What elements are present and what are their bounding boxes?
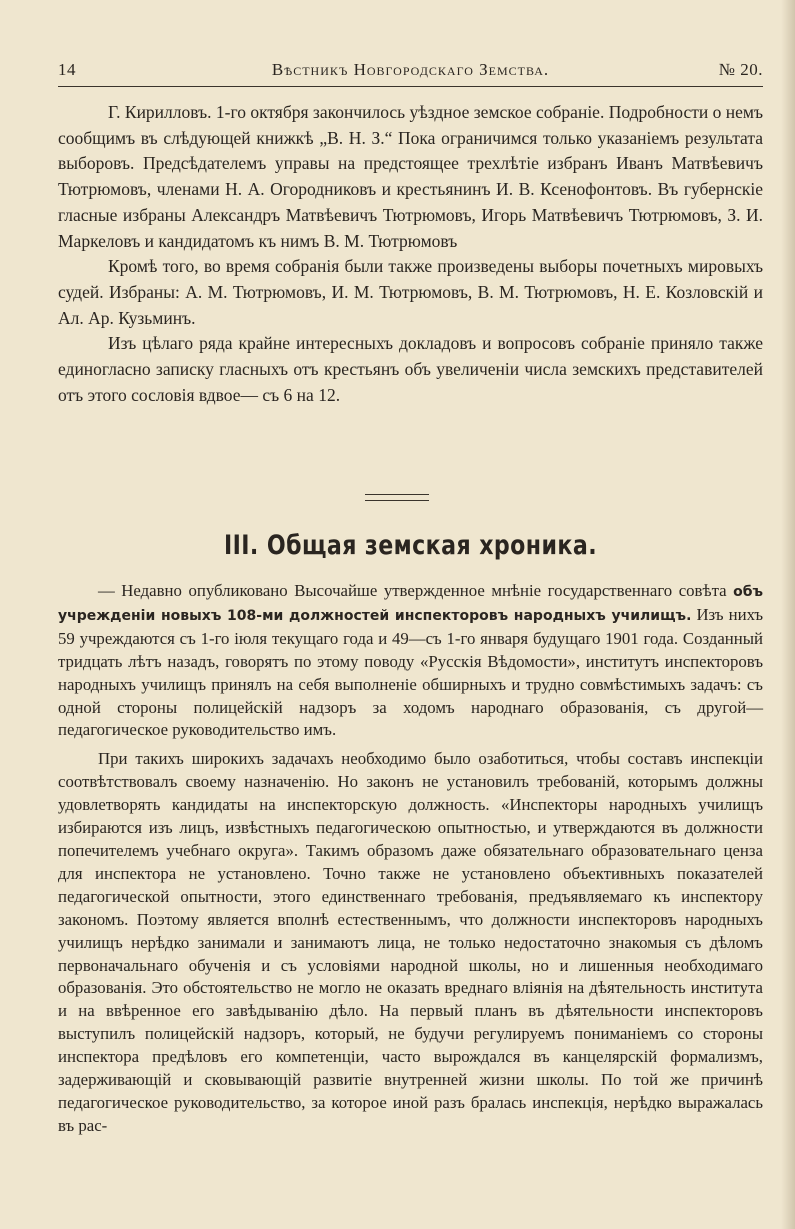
page-edge-shadow bbox=[781, 0, 795, 1229]
top-article bbox=[58, 100, 763, 408]
running-header bbox=[58, 60, 763, 84]
chronicle-paragraph-1 bbox=[58, 580, 763, 742]
header-rule bbox=[58, 86, 763, 87]
page-number: 14 bbox=[58, 60, 76, 79]
chronicle-p1-end: Изъ нихъ 59 учреждаются съ 1-го іюля текущаго года и 49—съ 1-го января будущаго 1901 года. Созданный тридцать лѣтъ назадъ, говорятъ по этому поводу «Русскія Вѣдомости», институтъ инспекторовъ народныхъ училищъ принялъ на себя выполненіе обширныхъ и трудно совмѣстимыхъ задачъ: съ одной стороны полицейскій надзоръ за ходомъ народнаго образованія, съ другой—педагогическое руководительство имъ. bbox=[58, 604, 764, 740]
chronicle-p1-start: — Недавно опубликовано Высочайше утвержденное мнѣніе государственнаго совѣта bbox=[98, 581, 734, 600]
chronicle-paragraph-2: При такихъ широкихъ задачахъ необходимо было озаботиться, чтобы составъ инспекціи соотвѣтствовалъ своему назначенію. Но законъ не установилъ требованій, которымъ должны удовлетворять кандидаты на инспекторскую должность. «Инспекторы народныхъ училищъ избираются изъ лицъ, извѣстныхъ педагогическою опытностью, и утверждаются въ должности попечителемъ учебнаго округа». Такимъ образомъ даже обязательнаго образовательнаго ценза для инспектора не установлено. Точно также не установлено объективныхъ показателей педагогической опытности, этого единственнаго требованія, предъявляемаго къ инспектору закономъ. Поэтому является вполнѣ естественнымъ, что должности инспекторовъ народныхъ училищъ нерѣдко занимали и занимаютъ лица, не только недостаточно знакомыя съ дѣломъ первоначальнаго обученія и съ условіями народной школы, но и лишенныя необходимаго образованія. Это обстоятельство не могло не оказать вреднаго вліянія на дѣятельность института и на ввѣренное его завѣдыванію дѣло. На первый планъ въ дѣятельности инспекторовъ выступилъ полицейскій надзоръ, который, не будучи регулируемъ пониманіемъ со стороны инспектора предѣловъ его компетенціи, часто вырождался въ канцелярскій формализмъ, задерживающій и сковывающій развитіе внутренней жизни школы. По той же причинѣ педагогическое руководительство, за которое иной разъ бралась инспекція, нерѣдко выражалась въ рас- bbox=[58, 749, 763, 1135]
paragraph-reports: Изъ цѣлаго ряда крайне интересныхъ докладовъ и вопросовъ собраніе приняло также единогласно записку гласныхъ отъ крестьянъ объ увеличеніи числа земскихъ представителей отъ этого сословія вдвое— съ 6 на 12. bbox=[58, 333, 763, 405]
section-separator bbox=[365, 494, 429, 501]
section-title: III. Общая земская хроника. bbox=[223, 530, 598, 561]
paragraph-kirillov: Г. Кирилловъ. 1-го октября закончилось уѣздное земское собраніе. Подробности о немъ сообщимъ въ слѣдующей книжкѣ „В. Н. З.“ Пока ограничимся только указаніемъ результата выборовъ. Предсѣдателемъ управы на предстоящее трехлѣтіе избранъ Иванъ Матвѣевичъ Тютрюмовъ, членами Н. А. Огородниковъ и крестьянинъ И. В. Ксенофонтовъ. Въ губернскіе гласные избраны Александръ Матвѣевичъ Тютрюмовъ, Игорь Матвѣевичъ Тютрюмовъ, З. И. Маркеловъ и кандидатомъ къ нимъ В. М. Тютрюмовъ bbox=[58, 102, 763, 251]
chronicle-p1-bold: объ учрежденіи новыхъ 108-ми должностей инспекторовъ народныхъ училищъ. bbox=[58, 584, 763, 624]
issue-number: № 20. bbox=[718, 60, 763, 79]
chronicle-article bbox=[58, 580, 763, 1138]
paragraph-judges: Кромѣ того, во время собранія были также произведены выборы почетныхъ мировыхъ судей. Избраны: А. М. Тютрюмовъ, И. М. Тютрюмовъ, В. М. Тютрюмовъ, Н. Е. Козловскій и Ал. Ар. Кузьминъ. bbox=[58, 256, 763, 328]
journal-title: Вѣстникъ Новгородскаго Земства. bbox=[271, 60, 550, 79]
